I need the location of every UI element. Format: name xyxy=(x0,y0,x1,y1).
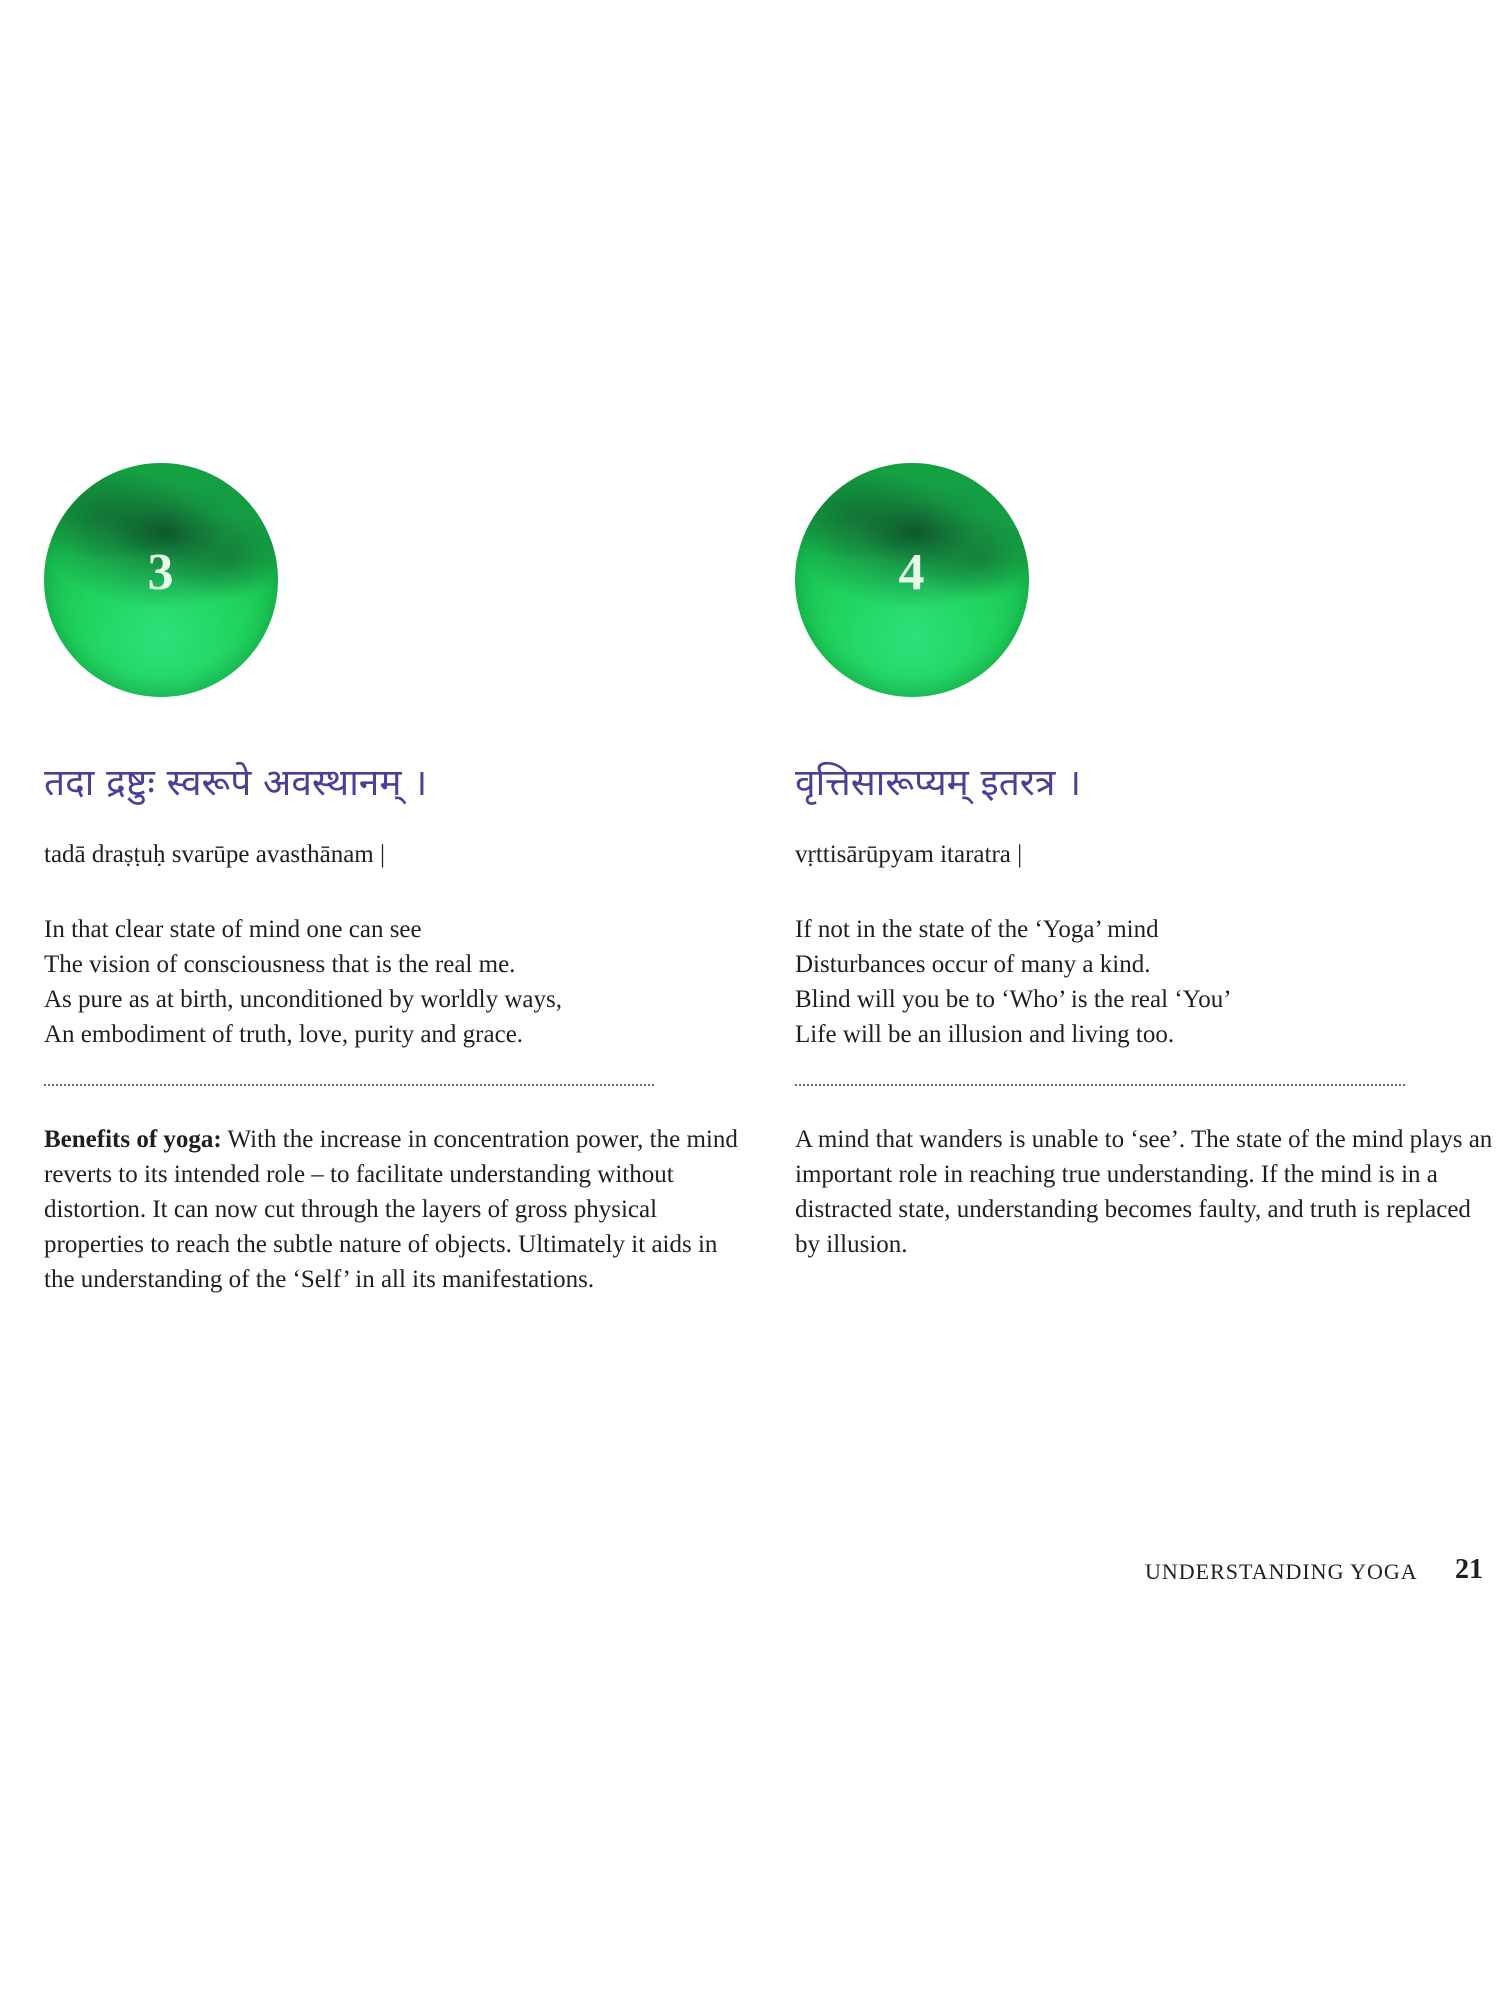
sutra-3-poem-line: In that clear state of mind one can see xyxy=(44,916,422,943)
sutra-3-poem-line: The vision of consciousness that is the real me. xyxy=(44,951,516,978)
sutra-4-transliteration: vṛttisārūpyam itaratra | xyxy=(795,841,1023,868)
sutra-3-commentary xyxy=(44,1122,744,1297)
sutra-4-poem-line: If not in the state of the ‘Yoga’ mind xyxy=(795,916,1159,943)
sutra-3-divider xyxy=(44,1084,654,1086)
sutra-3-poem-line: As pure as at birth, unconditioned by worldly ways, xyxy=(44,986,562,1013)
sutra-4-divider xyxy=(795,1084,1405,1086)
sutra-4-commentary-text: A mind that wanders is unable to ‘see’. The state of the mind plays an important role in reaching true understanding. If the mind is in a distracted state, understanding becomes faulty, and truth is replaced by illusion. xyxy=(795,1126,1493,1258)
sutra-3-devanagari: तदा द्रष्टुः स्वरूपे अवस्थानम् । xyxy=(44,761,428,804)
sutra-3-poem xyxy=(44,912,562,1052)
sutra-4-poem xyxy=(795,912,1232,1052)
sutra-3-badge xyxy=(44,463,278,697)
sutra-3-transliteration: tadā draṣṭuḥ svarūpe avasthānam | xyxy=(44,841,385,868)
sutra-4-commentary xyxy=(795,1122,1495,1262)
sutra-4-devanagari: वृत्तिसारूप्यम् इतरत्र । xyxy=(795,761,1082,804)
sutra-4-poem-line: Life will be an illusion and living too. xyxy=(795,1021,1175,1048)
sutra-3-number: 3 xyxy=(147,544,175,601)
sutra-4-poem-line: Blind will you be to ‘Who’ is the real ‘You’ xyxy=(795,986,1232,1013)
sutra-4-poem-line: Disturbances occur of many a kind. xyxy=(795,951,1151,978)
sutra-3-commentary-label: Benefits of yoga: xyxy=(44,1126,222,1153)
sutra-3-poem-line: An embodiment of truth, love, purity and grace. xyxy=(44,1021,524,1048)
page-number: 21 xyxy=(1455,1554,1483,1585)
sutra-3-commentary-text: With the increase in concentration power, the mind reverts to its intended role – to facilitate understanding without distortion. It can now cut through the layers of gross physical properties to reach the subtle nature of objects. Ultimately it aids in the understanding of the ‘Self’ in all its manifestations. xyxy=(44,1126,738,1293)
sutra-4-number: 4 xyxy=(898,544,926,601)
running-footer-title: UNDERSTANDING YOGA xyxy=(1145,1559,1418,1584)
sutra-4-badge xyxy=(795,463,1029,697)
